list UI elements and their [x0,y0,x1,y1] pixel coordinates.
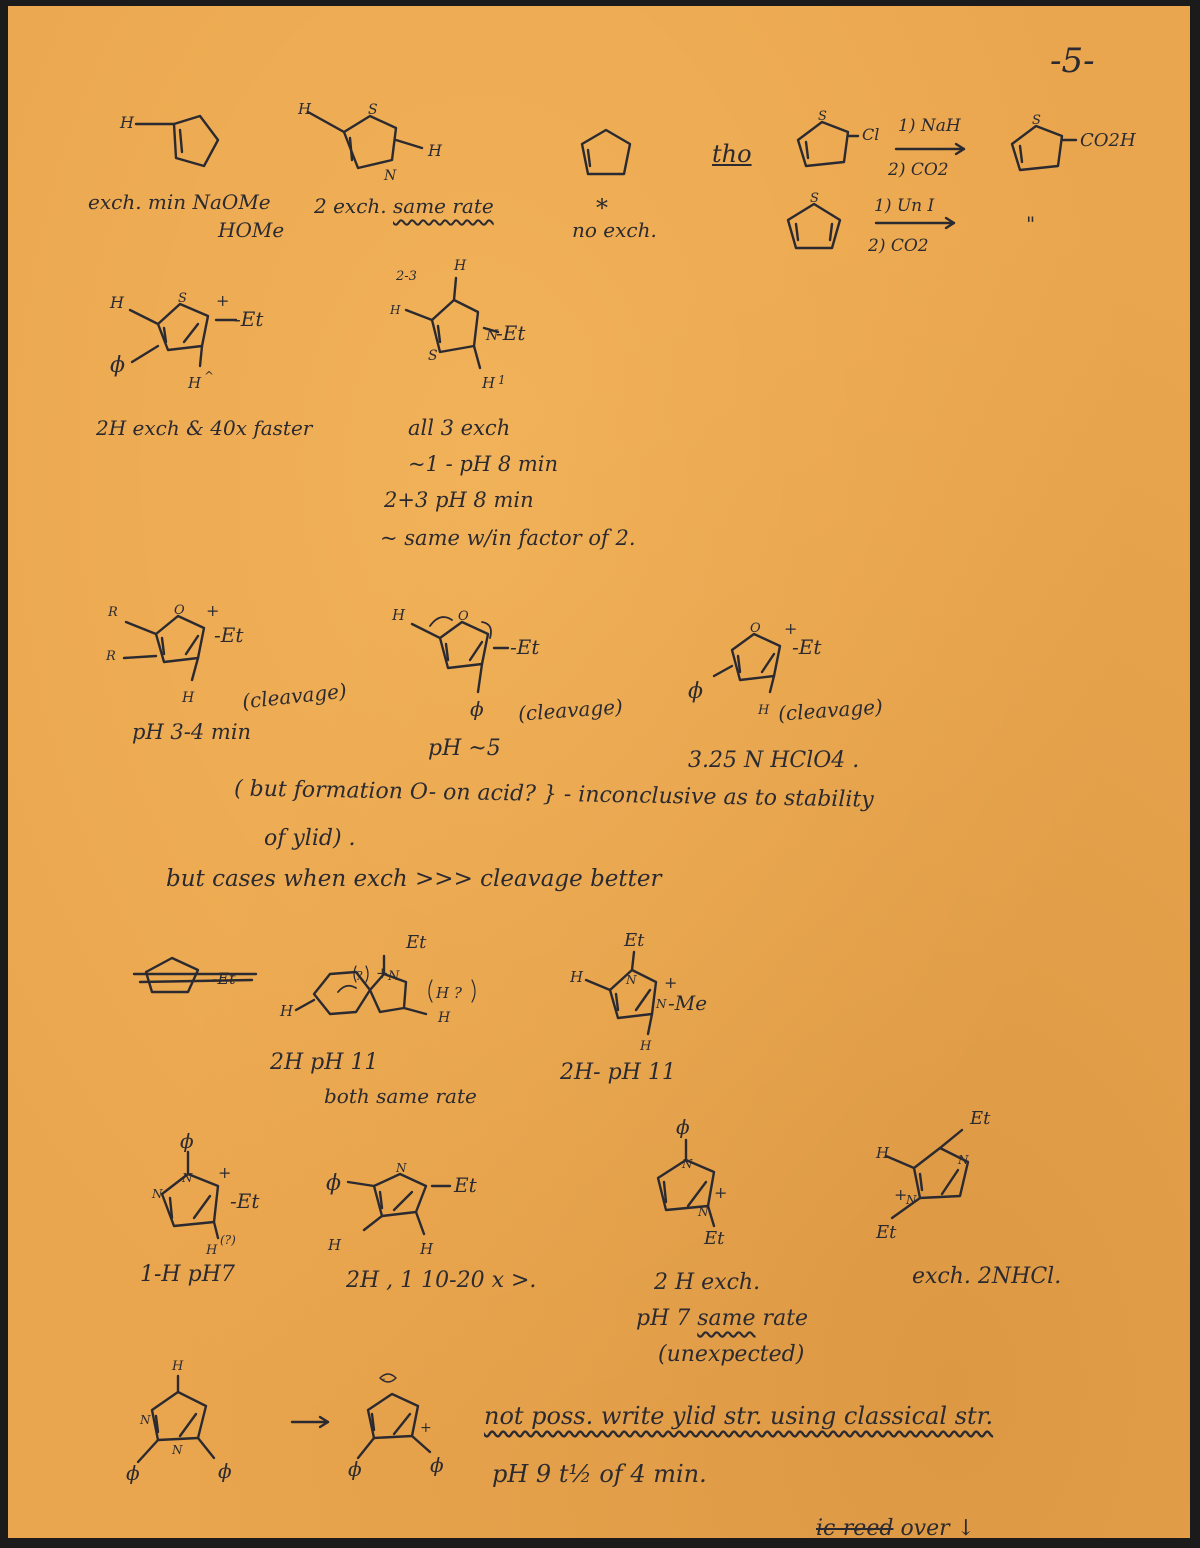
indolizine-structure [276,930,506,1040]
svg-text:Et: Et [454,1173,477,1197]
svg-text:+: + [420,1420,432,1436]
svg-text:R: R [108,605,118,620]
svg-text:N: N [906,1193,917,1207]
svg-text:+: + [206,601,220,620]
row2-note-right-2: ~1 - pH 8 min [408,452,559,476]
triazolium-structure-1 [630,1114,790,1254]
svg-text:S: S [368,102,378,118]
svg-text:2-3: 2-3 [396,269,417,284]
row5-label-1: 1-H pH7 [140,1262,235,1287]
svg-text:H: H [188,374,202,392]
svg-text:H: H [876,1144,890,1162]
svg-text:N: N [388,969,400,984]
remark-line-3: but cases when exch >>> cleavage better [166,866,662,892]
svg-text:+: + [714,1183,728,1202]
triazolium-ylid-structure [344,1368,484,1488]
row5-label-4: exch. 2NHCl. [912,1264,1062,1289]
svg-text:N: N [682,1157,693,1171]
svg-text:ϕ: ϕ [348,1457,362,1481]
cleavage-note-1: (cleavage) [241,678,348,714]
svg-text:+: + [376,964,389,982]
svg-text:ϕ: ϕ [430,1453,444,1477]
svg-text:N: N [396,1161,407,1175]
pyrazolium-structure-2 [320,1156,520,1256]
svg-text:ϕ: ϕ [180,1129,194,1153]
svg-text:H: H [758,703,770,718]
svg-text:ϕ: ϕ [688,679,703,704]
row4-label-1b: both same rate [324,1084,477,1108]
svg-text:S: S [818,109,827,124]
svg-text:H: H [438,1010,451,1026]
page-number: -5- [1050,41,1095,81]
thiophene-structure-2 [778,192,858,262]
svg-text:ϕ: ϕ [218,1459,232,1483]
row2-note-right-1: all 3 exch [408,416,511,440]
row5-label-3b-pre: pH 7 [636,1306,698,1331]
thiazolium-structure-1 [104,288,304,398]
svg-text:H: H [420,1240,434,1258]
svg-text:Et: Et [876,1222,897,1243]
svg-text:O: O [750,621,761,636]
svg-text:Et: Et [406,932,427,953]
row2-note-right-3: 2+3 pH 8 min [384,488,534,512]
svg-text:S: S [810,191,819,206]
svg-text:H: H [298,100,312,118]
reagent-2b: 2) CO2 [868,236,929,256]
oxazolium-structure-2 [386,602,576,721]
ditto-mark: " [1026,212,1036,236]
svg-text:-Et: -Et [214,623,244,647]
svg-text:+: + [218,1163,232,1182]
row5-label-3a: 2 H exch. [654,1270,761,1295]
remark-line-2: of ylid) . [264,826,356,851]
svg-text:H: H [640,1039,652,1054]
acid-note: 3.25 N HClO4 . [688,748,860,773]
reagent-1b: 2) CO2 [888,160,949,180]
svg-text:S: S [1032,113,1041,128]
triazolium-structure-2 [870,1106,1030,1246]
svg-text:N: N [958,1153,969,1167]
no-exch-note: no exch. [572,218,657,242]
cleavage-note-2: (cleavage) [517,694,624,726]
svg-text:+: + [216,291,230,310]
svg-text:H: H [328,1236,342,1254]
crossed-out-structure [132,952,262,1012]
imidazolium-structure-1 [564,930,754,1054]
svg-text:H: H [390,303,401,317]
thiophene-structure [116,106,256,196]
reaction-arrow-2 [874,216,964,230]
thiophene-note-2: HOMe [218,218,285,242]
svg-text:N: N [486,328,499,344]
svg-text:Et: Et [704,1228,725,1249]
row4-label-1a: 2H pH 11 [270,1050,379,1075]
remark-line-1: ( but formation O- on acid? } - inconclusive as to stability [233,776,874,813]
thiazole-note-same-rate: same rate [393,194,494,218]
svg-text:O: O [174,603,185,618]
reaction-arrow-3 [290,1414,340,1430]
svg-text:(?): (?) [220,1233,236,1247]
svg-text:Cl: Cl [862,125,880,144]
svg-text:H ?: H ? [436,984,462,1002]
star-mark: * [596,194,608,222]
ph-note-2: pH ~5 [428,736,501,761]
svg-text:H: H [110,293,124,312]
svg-text:+: + [664,973,678,992]
svg-text:-Me: -Me [668,991,708,1015]
svg-text:ϕ: ϕ [470,697,484,721]
svg-text:N: N [140,1413,151,1427]
svg-text:-Et: -Et [496,321,526,345]
row6-note-main: not poss. write ylid str. using classical str. [484,1402,994,1430]
svg-text:N: N [182,1171,193,1185]
svg-text:H: H [428,141,442,160]
tho-word: tho [712,140,752,168]
row5-label-2: 2H , 1 10-20 x >. [346,1268,537,1293]
svg-text:N: N [152,1187,163,1201]
svg-text:H: H [454,258,467,274]
svg-text:H: H [120,113,134,132]
svg-text:H: H [280,1002,294,1020]
chlorothiophene-structure [778,106,898,186]
svg-text:O: O [458,609,469,624]
row5-label-3c: (unexpected) [658,1342,805,1367]
row2-note-right-4: ~ same w/in factor of 2. [380,526,636,550]
row4-label-2: 2H- pH 11 [560,1060,676,1085]
svg-text:N: N [656,997,667,1011]
svg-text:-Et: -Et [792,635,822,659]
svg-text:?: ? [356,969,363,983]
row6-note-over [816,1518,975,1540]
svg-text:+: + [784,619,798,638]
product-co2h: CO2H [1080,130,1136,151]
thiazole-note-a: 2 exch. [314,194,393,218]
svg-text:1: 1 [498,373,506,387]
svg-text:ϕ: ϕ [326,1171,341,1196]
row6-note-rate: pH 9 t½ of 4 min. [492,1460,707,1488]
row5-label-3b [636,1308,808,1330]
cyclopentadienyl-structure [568,122,648,192]
svg-text:H: H [482,374,496,392]
svg-text:-Et: -Et [234,307,264,331]
reagent-1a: 1) NaH [898,116,961,136]
svg-text:N: N [172,1443,183,1457]
svg-text:N: N [626,973,637,987]
reagent-2a: 1) Un I [874,196,935,216]
svg-text:Et: Et [624,930,645,951]
document-page [8,6,1190,1541]
svg-text:N: N [384,168,397,184]
thiazole-note [314,196,494,216]
svg-text:H: H [570,968,584,986]
svg-text:H: H [182,690,195,706]
row5-label-3b-same: same [697,1306,756,1331]
svg-text:ϕ: ϕ [676,1115,690,1139]
svg-text:N: N [698,1205,709,1219]
svg-text:-Et: -Et [510,635,540,659]
row6-note-struck: ic-reed [816,1516,894,1541]
svg-text:ϕ: ϕ [126,1461,140,1485]
svg-text:Et: Et [970,1108,991,1129]
svg-text:ϕ: ϕ [110,353,125,378]
down-arrow-icon: ↓ [956,1516,976,1541]
svg-text:^: ^ [204,369,215,383]
cleavage-note-3: (cleavage) [777,694,884,726]
svg-text:H: H [172,1359,184,1374]
svg-text:H: H [206,1243,218,1258]
row2-note-left: 2H exch & 40x faster [96,416,313,440]
svg-text:S: S [178,291,187,306]
pyrazolium-structure-1 [148,1126,308,1266]
reaction-arrow-1 [894,142,974,156]
svg-text:H: H [392,606,406,624]
svg-text:S: S [428,348,438,364]
svg-text:-Et: -Et [212,969,236,988]
thiophene-note-1: exch. min NaOMe [88,190,271,214]
svg-text:-: - [382,1374,386,1385]
svg-text:-Et: -Et [230,1189,260,1213]
row5-label-3b-post: rate [755,1306,809,1331]
row6-note-over-word: over [900,1516,950,1541]
svg-text:R: R [106,649,116,664]
thiazole-structure [288,98,458,198]
ph-note-1: pH 3-4 min [132,720,252,744]
triazole-structure [118,1354,268,1484]
svg-text:+: + [894,1185,908,1204]
thiazolium-structure-2 [388,256,568,396]
